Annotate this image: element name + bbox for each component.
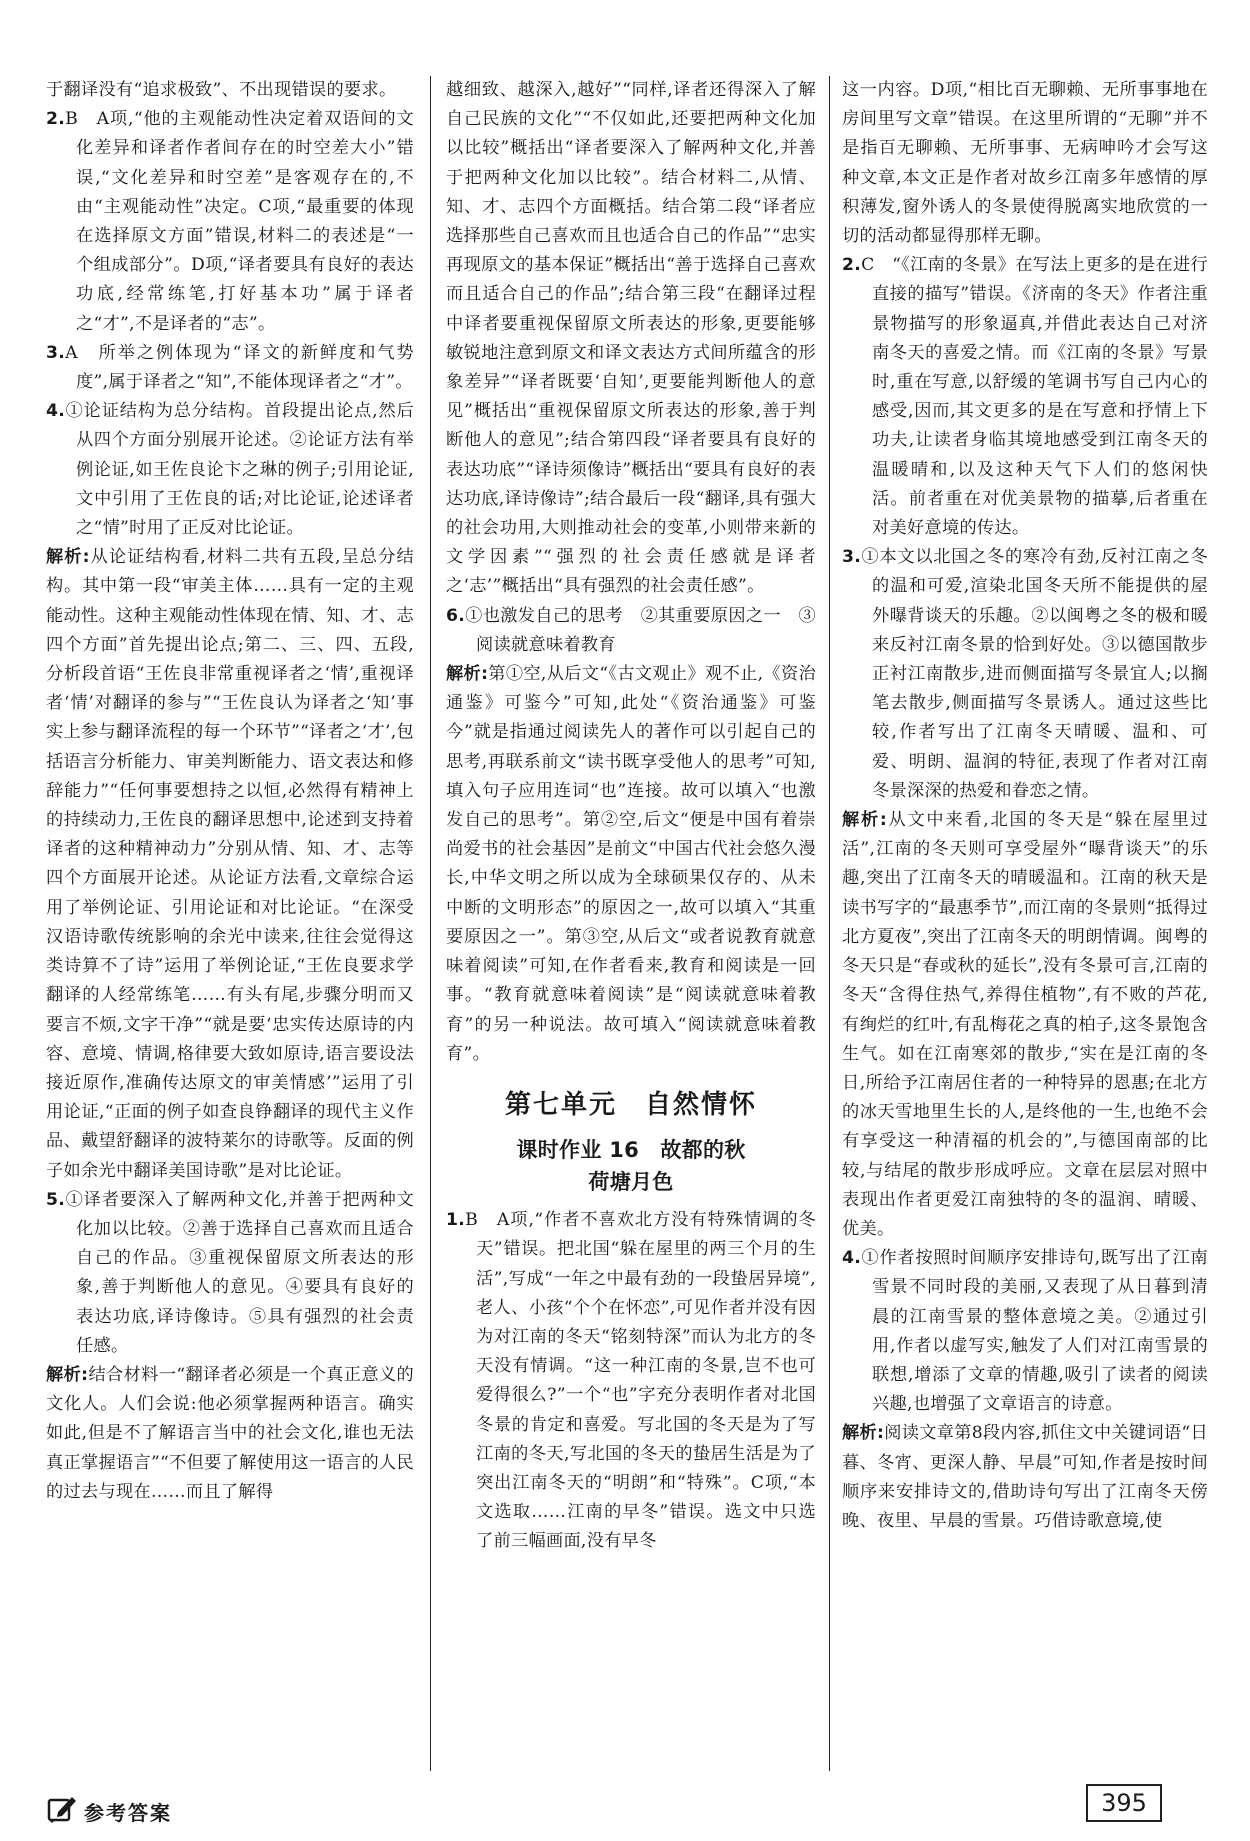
explanation-3b: 解析:从文中来看,北国的冬天是“躲在屋里过活”,江南的冬天则可享受屋外“曝背谈天”的乐趣,突出了江南冬天的晴暖温和。江南的秋天是读书写字的“最惠季节”,而江南的冬景则“抵得过北方夏夜”,突出了江南冬天的明朗情调。闽粤的冬天只是“春或秋的延长”,没有冬景可言,江南的冬天“含得住热气,养得住植物”,有不败的芦花,有绚烂的红叶,有乱梅花之真的柏子,这冬景饱含生气。如在江南寒郊的散步,“实在是江南的冬日,所给予江南居住者的一种特异的恩惠;在北方的冰天雪地里生长的人,是终他的一生,也绝不会有享受这一种清福的机会的”,与德国南部的比较,与结尾的散步形成呼应。文章在层层对照中表现出作者更爱江南独特的冬的温润、晴暖、优美。 bbox=[842, 810, 1208, 1239]
explanation-4b: 解析:阅读文章第8段内容,抓住文中关键词语“日暮、冬宵、更深人静、早晨”可知,作者是按时间顺序来安排诗文的,借助诗句写出了江南冬天傍晚、夜里、早晨的雪景。巧借诗歌意境,使 bbox=[842, 1423, 1209, 1531]
paragraph-continued: 这一内容。D项,“相比百无聊赖、无所事事地在房间里写文章”错误。在这里所谓的“无聊”并不是指百无聊赖、无所事事、无病呻吟才会写这种文章,本文正是作者对故乡江南多年感情的厚积薄发,窗外诱人的冬景使得脱离实地欣赏的一切的活动都显得那样无聊。 bbox=[842, 80, 1208, 247]
column-3 bbox=[842, 76, 1208, 1536]
lesson-title-line-1: 课时作业 16 故都的秋 bbox=[516, 1138, 746, 1163]
column-divider-2 bbox=[829, 76, 830, 1771]
answer-3b: 3.①本文以北国之冬的寒冷有劲,反衬江南之冬的温和可爱,渲染北国冬天所不能提供的屋外曝背谈天的乐趣。②以闽粤之冬的极和暖来反衬江南冬景的恰到好处。③以德国散步正衬江南散步,进而侧面描写冬景宜人;以搁笔去散步,侧面描写冬景诱人。通过这些比较,作者写出了江南冬天晴暖、温和、可爱、明朗、温润的特征,表现了作者对江南冬景深深的热爱和眷恋之情。 bbox=[842, 547, 1208, 801]
answer-6: 6.①也激发自己的思考 ②其重要原因之一 ③阅读就意味着教育 bbox=[446, 605, 816, 655]
answer-1: 1.B A项,“作者不喜欢北方没有特殊情调的冬天”错误。把北国“躲在屋里的两三个月的生活”,写成“一年之中最有劲的一段蛰居异境”,老人、小孩“个个在怀恋”,可见作者并没有因为对江南的冬天“铭刻特深”而认为北方的冬天没有情调。“这一种江南的冬景,岂不也可爱得很么?”一个“也”字充分表明作者对北国冬景的肯定和喜爱。写北国的冬天是为了写江南的冬天,写北国的冬天的蛰居生活是为了突出江南冬天的“明朗”和“特殊”。C项,“本文选取……江南的早冬”错误。选文中只选了前三幅画面,没有早冬 bbox=[446, 1210, 816, 1552]
paragraph-continued: 越细致、越深入,越好”“同样,译者还得深入了解自己民族的文化”“不仅如此,还要把两种文化加以比较”概括出“译者要深入了解两种文化,并善于把两种文化加以比较”。结合材料二,从情、知、才、志四个方面概括。结合第二段“译者应选择那些自己喜欢而且也适合自己的作品”“忠实再现原文的基本保证”概括出“善于选择自己喜欢而且适合自己的作品”;结合第三段“在翻译过程中译者要重视保留原文所表达的形象,更要能够敏锐地注意到原文和译文表达方式间所蕴含的形象差异”“译者既要‘自知’,更要能判断他人的意见”概括出“重视保留原文所表达的形象,善于判断他人的意见”;结合第四段“译者要具有良好的表达功底”“译诗须像诗”概括出“要具有良好的表达功底,译诗像诗”;结合最后一段“翻译,具有强大的社会功用,大则推动社会的变革,小则带来新的文学因素”“强烈的社会责任感就是译者之‘志’”概括出“具有强烈的社会责任感”。 bbox=[446, 80, 816, 597]
answer-2b: 2.C “《江南的冬景》在写法上更多的是在进行直接的描写”错误。《济南的冬天》作者注重景物描写的形象逼真,并借此表达自己对济南冬天的喜爱之情。而《江南的冬景》写景时,重在写意,以舒缓的笔调书写自己内心的感受,因而,其文更多的是在写意和抒情上下功夫,让读者身临其境地感受到江南冬天的温暖晴和,以及这种天气下人们的悠闲快活。前者重在对优美景物的描摹,后者重在对美好意境的传达。 bbox=[842, 255, 1208, 539]
lesson-title bbox=[446, 1134, 816, 1198]
explanation-6: 解析:第①空,从后文“《古文观止》观不止,《资治通鉴》可鉴今”可知,此处“《资治通鉴》可鉴今”就是指通过阅读先人的著作可以引起自己的思考,再联系前文“读书既享受他人的思考”可知,填入句子应用连词“也”连接。故可以填入“也激发自己的思考”。第②空,后文“便是中国有着崇尚爱书的社会基因”是前文“中国古代社会悠久漫长,中华文明之所以成为全球硕果仅存的、从未中断的文明形态”的原因之一,故可以填入“其重要原因之一”。第③空,从后文“或者说教育就意味着阅读”可知,在作者看来,教育和阅读是一回事。“教育就意味着阅读”是“阅读就意味着教育”的另一种说法。故可填入“阅读就意味着教育”。 bbox=[446, 664, 816, 1064]
answer-3: 3.A 所举之例体现为“译文的新鲜度和气势度”,属于译者之“知”,不能体现译者之“才”。 bbox=[46, 342, 414, 393]
column-1 bbox=[46, 76, 414, 1507]
answer-4b: 4.①作者按照时间顺序安排诗句,既写出了江南雪景不同时段的美丽,又表现了从日暮到清晨的江南雪景的整体意境之美。②通过引用,作者以虚写实,触发了人们对江南雪景的联想,增添了文章的情趣,吸引了读者的阅读兴趣,也增强了文章语言的诗意。 bbox=[842, 1248, 1208, 1415]
page-number: 395 bbox=[1086, 1784, 1162, 1822]
explanation-4: 解析:从论证结构看,材料二共有五段,呈总分结构。其中第一段“审美主体……具有一定的主观能动性。这种主观能动性体现在情、知、才、志四个方面”首先提出论点;第二、三、四、五段,分析段首语“王佐良非常重视译者之‘情’,重视译者‘情’对翻译的参与”“王佐良认为译者之‘知’事实上参与翻译流程的每一个环节”“译者之‘才’,包括语言分析能力、审美判断能力、语文表达和修辞能力”“任何事要想持之以恒,必然得有精神上的持续动力,王佐良的翻译思想中,论述到支持着译者的这种精神动力”分别从情、知、才、志等四个方面展开论述。从论证方法看,文章综合运用了举例论证、引用论证和对比论证。“在深受汉语诗歌传统影响的余光中读来,往往会觉得这类诗算不了诗”运用了举例论证,“王佐良要求学翻译的人经常练笔……有头有尾,步骤分明而又要言不烦,文字干净”“就是要‘忠实传达原诗的内容、意境、情调,格律要大致如原诗,语言要设法接近原作,准确传达原文的审美情感’”运用了引用论证,“正面的例子如查良铮翻译的现代主义作品、戴望舒翻译的波特莱尔的诗歌等。反面的例子如余光中翻译美国诗歌”是对比论证。 bbox=[46, 547, 414, 1181]
pencil-icon bbox=[46, 1792, 78, 1824]
unit-title: 第七单元 自然情怀 bbox=[504, 1089, 757, 1120]
paragraph-continued: 于翻译没有“追求极致”、不出现错误的要求。 bbox=[46, 80, 397, 100]
lesson-title-line-2: 荷塘月色 bbox=[588, 1170, 674, 1195]
answer-2: 2.B A项,“他的主观能动性决定着双语间的文化差异和译者作者间存在的时空差大小”错误,“文化差异和时空差”是客观存在的,不由“主观能动性”决定。C项,“最重要的体现在选择原文方面”错误,材料二的表述是“一个组成部分”。D项,“译者要具有良好的表达功底,经常练笔,打好基本功”属于译者之“才”,不是译者的“志”。 bbox=[46, 109, 414, 334]
explanation-5: 解析:结合材料一“翻译者必须是一个真正意义的文化人。人们会说:他必须掌握两种语言。确实如此,但是不了解语言当中的社会文化,谁也无法真正掌握语言”“不但要了解使用这一语言的人民的过去与现在……而且了解得 bbox=[46, 1364, 414, 1502]
column-divider-1 bbox=[430, 76, 431, 1771]
footer-label: 参考答案 bbox=[84, 1801, 172, 1825]
column-2 bbox=[446, 76, 816, 1557]
answer-4: 4.①论证结构为总分结构。首段提出论点,然后从四个方面分别展开论述。②论证方法有举例论证,如王佐良论卞之琳的例子;引用论证,文中引用了王佐良的话;对比论证,论述译者之“情”时用了正反对比论证。 bbox=[46, 401, 414, 539]
answer-5: 5.①译者要深入了解两种文化,并善于把两种文化加以比较。②善于选择自己喜欢而且适合自己的作品。③重视保留原文所表达的形象,善于判断他人的意见。④要具有良好的表达功底,译诗像诗。⑤具有强烈的社会责任感。 bbox=[46, 1189, 414, 1356]
